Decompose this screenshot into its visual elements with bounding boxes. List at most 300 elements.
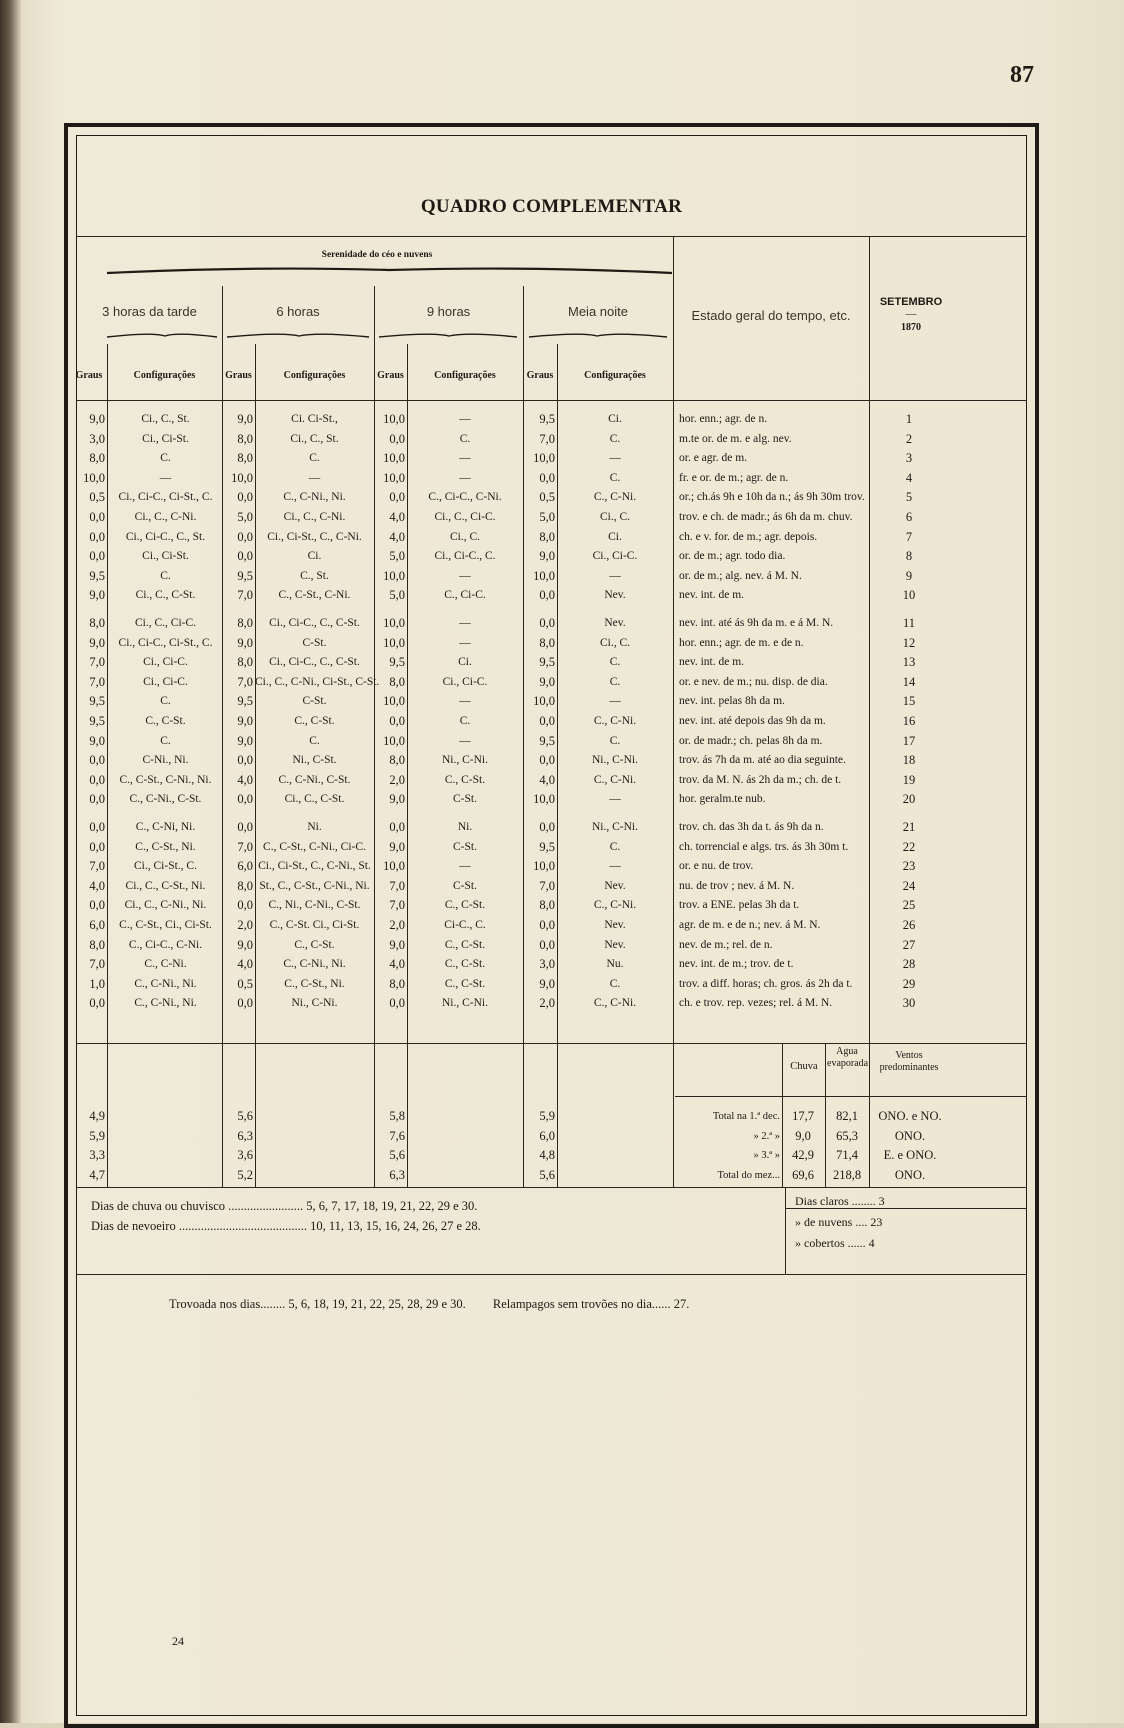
graus-midnight: 10,0 xyxy=(533,568,555,583)
config-15h: C. xyxy=(160,695,171,708)
day-number: 27 xyxy=(902,937,916,952)
summary-g4: 5,9 xyxy=(539,1109,555,1123)
graus-midnight: 4,0 xyxy=(539,772,555,787)
config-18h: C., C-Ni., Ni. xyxy=(283,491,346,504)
graus-21h: 0,0 xyxy=(389,996,405,1011)
trovoada-days: 5, 6, 18, 19, 21, 22, 25, 28, 29 e 30. xyxy=(288,1297,466,1311)
day-number: 13 xyxy=(902,655,916,670)
graus-15h: 7,0 xyxy=(89,957,105,972)
summary-ventos: ONO. e NO. xyxy=(878,1109,942,1123)
estado-geral: trov. a ENE. pelas 3h da t. xyxy=(679,899,800,912)
summary-g3: 5,8 xyxy=(389,1109,405,1123)
day-number: 4 xyxy=(905,470,913,485)
estado-geral: or. de m.; alg. nev. á M. N. xyxy=(679,569,802,582)
config-21h: C-St. xyxy=(453,793,477,806)
summary-chuva: 17,7 xyxy=(792,1109,814,1123)
config-15h: Ci., Ci-St. xyxy=(142,550,189,563)
config-15h: C., Ci-C., C-Ni. xyxy=(128,938,203,951)
day-number: 9 xyxy=(905,568,913,583)
graus-15h: 8,0 xyxy=(89,451,105,466)
graus-midnight: 2,0 xyxy=(539,996,555,1011)
day-number: 18 xyxy=(902,753,916,768)
summary-label: » 2.ª » xyxy=(753,1130,780,1142)
graus-18h: 8,0 xyxy=(237,616,253,630)
config-21h: Ci., Ci-C. xyxy=(442,675,488,688)
config-21h: — xyxy=(459,452,471,465)
config-15h: Ci., C., Ci-C. xyxy=(134,617,197,629)
estado-geral: ch. torrencial e algs. trs. ás 3h 30m t. xyxy=(679,840,849,853)
estado-geral: m.te or. de m. e alg. nev. xyxy=(679,432,792,445)
config-21h: — xyxy=(459,617,471,629)
graus-15h: 0,0 xyxy=(89,772,105,787)
graus-18h: 9,0 xyxy=(237,714,253,728)
config-15h: C., C-Ni., C-St. xyxy=(129,793,202,806)
config-18h: Ni., C-St. xyxy=(292,754,337,767)
estado-geral: agr. de m. e de n.; nev. á M. N. xyxy=(679,919,821,931)
config-midnight: — xyxy=(609,452,621,465)
graus-midnight: 8,0 xyxy=(539,635,555,650)
config-21h: — xyxy=(459,636,471,649)
graus-18h: 8,0 xyxy=(237,451,253,466)
graus-18h: 8,0 xyxy=(237,878,253,893)
config-18h: Ci., C., C-Ni. xyxy=(283,511,346,523)
bottom-signature-number: 24 xyxy=(172,1634,184,1648)
graus-15h: 0,0 xyxy=(89,753,105,768)
page-number: 87 xyxy=(1010,62,1034,88)
graus-15h: 9,0 xyxy=(89,412,105,426)
graus-21h: 10,0 xyxy=(383,694,405,709)
day-number: 10 xyxy=(902,588,916,603)
summary-agua: 71,4 xyxy=(836,1148,858,1162)
config-midnight: — xyxy=(609,695,621,708)
graus-18h: 0,0 xyxy=(237,898,253,913)
summary-label: » 3.ª » xyxy=(753,1150,780,1161)
graus-18h: 6,0 xyxy=(237,859,253,874)
estado-geral: nev. int. até ás 9h da m. e á M. N. xyxy=(679,617,834,629)
summary-header-rule xyxy=(675,1096,1026,1097)
dias-cobertos: » cobertos ...... 4 xyxy=(795,1236,875,1250)
period-label-21h: 9 horas xyxy=(426,304,471,319)
cobertos-count: 4 xyxy=(868,1236,875,1250)
dias-claros: Dias claros ........ 3 xyxy=(795,1194,885,1208)
graus-21h: 10,0 xyxy=(383,451,405,466)
claros-count: 3 xyxy=(878,1194,885,1208)
day-number: 15 xyxy=(902,694,916,709)
graus-midnight: 7,0 xyxy=(539,431,555,446)
trovoada-note: Trovoada nos dias........ 5, 6, 18, 19, 21, 22, 25, 28, 29 e 30. Relampagos sem trovões no dia...... 27. xyxy=(169,1297,690,1311)
config-15h: Ci., Ci-C., Ci-St., C. xyxy=(118,491,213,504)
ventos-header: Ventos predominantes xyxy=(879,1050,939,1073)
config-21h: Ni., C-Ni. xyxy=(442,754,488,767)
config-15h: C., C-St., Ci., Ci-St. xyxy=(119,919,212,931)
day-number: 26 xyxy=(902,918,916,932)
chuva-days-list: 5, 6, 7, 17, 18, 19, 21, 22, 29 e 30. xyxy=(306,1199,478,1213)
summary-g3: 7,6 xyxy=(389,1128,405,1143)
estado-geral: nev. int. pelas 8h da m. xyxy=(679,695,785,708)
graus-21h: 10,0 xyxy=(383,635,405,650)
config-15h: Ci., C., C-Ni. xyxy=(134,511,197,523)
config-15h: C., C-St. xyxy=(145,715,186,727)
config-18h: C. xyxy=(309,734,320,747)
graus-18h: 8,0 xyxy=(237,655,253,670)
day-number: 14 xyxy=(902,674,916,689)
graus-18h: 9,0 xyxy=(237,412,253,426)
graus-21h: 0,0 xyxy=(389,714,405,728)
nuvens-label: » de nuvens xyxy=(795,1215,853,1229)
period-braces xyxy=(77,330,673,340)
config-18h: Ci., C., C-St. xyxy=(284,793,345,806)
col-rule xyxy=(825,1043,826,1187)
graus-15h: 7,0 xyxy=(89,674,105,689)
day-number: 19 xyxy=(902,772,916,787)
summary-ventos: E. e ONO. xyxy=(883,1148,937,1162)
config-midnight: Ni., C-Ni. xyxy=(592,821,638,833)
claros-label: Dias claros xyxy=(795,1194,849,1208)
estado-geral: hor. geralm.te nub. xyxy=(679,793,766,806)
config-21h: C., C-St. xyxy=(444,899,486,912)
config-18h: C., St. xyxy=(300,569,329,582)
graus-18h: 0,5 xyxy=(237,976,253,991)
config-midnight: C., C-Ni. xyxy=(593,715,637,727)
config-18h: Ci., Ci-St., C., C-Ni. xyxy=(267,530,362,543)
graus-15h: 9,0 xyxy=(89,733,105,748)
graus-midnight: 0,0 xyxy=(539,937,555,952)
estado-geral: or. de madr.; ch. pelas 8h da m. xyxy=(679,734,823,747)
config-18h: C., C-St., C-Ni., Ci-C. xyxy=(263,840,366,853)
summary-g2: 3,6 xyxy=(237,1148,253,1162)
config-21h: C-St. xyxy=(453,840,477,853)
config-midnight: C. xyxy=(609,840,621,853)
config-midnight: C. xyxy=(609,977,621,990)
config-18h: Ci., C., St. xyxy=(290,432,339,445)
graus-midnight: 0,0 xyxy=(539,470,555,485)
config-15h: Ci., Ci-C. xyxy=(143,675,188,688)
graus-18h: 2,0 xyxy=(237,918,253,932)
estado-geral: fr. e or. de m.; agr. de n. xyxy=(679,471,789,484)
graus-21h: 2,0 xyxy=(389,918,405,932)
config-midnight: Nev. xyxy=(604,919,626,931)
config-15h: C. xyxy=(160,569,171,582)
config-18h: Ni., C-Ni. xyxy=(291,997,338,1010)
month-header: SETEMBRO xyxy=(879,296,943,308)
graus-midnight: 10,0 xyxy=(533,694,555,709)
config-15h: C., C-St., Ni. xyxy=(135,840,196,853)
graus-midnight: 5,0 xyxy=(539,510,555,524)
summary-ventos: ONO. xyxy=(894,1167,926,1182)
table-inner-border xyxy=(76,135,1027,1716)
graus-18h: 0,0 xyxy=(237,753,253,768)
config-midnight: Nev. xyxy=(604,938,626,951)
summary-g1: 3,3 xyxy=(89,1148,105,1162)
day-number: 17 xyxy=(902,733,916,748)
config-21h: C. xyxy=(459,432,471,445)
graus-18h: 4,0 xyxy=(237,957,253,972)
graus-midnight: 7,0 xyxy=(539,878,555,893)
graus-21h: 4,0 xyxy=(389,529,405,544)
graus-21h: 10,0 xyxy=(383,733,405,748)
config-21h: — xyxy=(459,860,471,873)
config-midnight: Ni., C-Ni. xyxy=(592,754,638,767)
graus-15h: 9,5 xyxy=(89,694,105,709)
config-midnight: C. xyxy=(609,675,621,688)
graus-21h: 0,0 xyxy=(389,431,405,446)
config-midnight: — xyxy=(609,793,621,806)
day-number: 11 xyxy=(902,616,916,630)
summary-chuva: 69,6 xyxy=(792,1167,814,1182)
month-dash: — xyxy=(905,308,917,320)
graus-15h: 3,0 xyxy=(89,431,105,446)
relampagos-day: 27. xyxy=(673,1297,690,1311)
graus-18h: 9,5 xyxy=(237,568,253,583)
day-number: 20 xyxy=(902,792,916,807)
summary-g2: 5,6 xyxy=(237,1109,253,1123)
estado-header: Estado geral do tempo, etc. xyxy=(691,308,851,323)
config-midnight: C., C-Ni. xyxy=(593,773,637,786)
config-18h: C., C-St. Ci., Ci-St. xyxy=(269,919,360,931)
estado-geral: hor. enn.; agr. de m. e de n. xyxy=(679,636,804,649)
graus-21h: 8,0 xyxy=(389,753,405,768)
graus-midnight: 9,5 xyxy=(539,839,555,854)
agua-header: Agua evaporada xyxy=(827,1046,869,1069)
config-21h: Ni., C-Ni. xyxy=(442,997,488,1010)
estado-geral: trov. ás 7h da m. até ao dia seguinte. xyxy=(679,754,846,767)
config-21h: C. xyxy=(459,715,471,727)
table-frame xyxy=(64,123,1039,1728)
estado-geral: trov. da M. N. ás 2h da m.; ch. de t. xyxy=(679,773,842,786)
day-number: 30 xyxy=(902,996,916,1011)
header-top-rule xyxy=(77,236,1026,237)
graus-15h: 0,0 xyxy=(89,839,105,854)
config-15h: Ci., C., C-Ni., Ni. xyxy=(124,899,207,912)
graus-18h: 9,0 xyxy=(237,937,253,952)
estado-geral: nev. de m.; rel. de n. xyxy=(679,938,773,951)
period-label-18h: 6 horas xyxy=(276,304,320,319)
graus-18h: 0,0 xyxy=(237,996,253,1011)
config-header: Configurações xyxy=(283,370,346,381)
graus-header: Graus xyxy=(75,370,103,381)
day-number: 24 xyxy=(902,878,916,893)
nevoeiro-days-list: 10, 11, 13, 15, 16, 24, 26, 27 e 28. xyxy=(310,1219,481,1233)
graus-15h: 9,5 xyxy=(89,714,105,728)
estado-geral: ch. e trov. rep. vezes; rel. á M. N. xyxy=(679,997,833,1010)
graus-21h: 10,0 xyxy=(383,568,405,583)
config-midnight: Ci. xyxy=(608,530,622,543)
graus-midnight: 9,5 xyxy=(539,412,555,426)
graus-midnight: 0,0 xyxy=(539,820,555,834)
graus-midnight: 0,0 xyxy=(539,588,555,603)
config-15h: C., C-St., C-Ni., Ni. xyxy=(119,773,212,786)
graus-midnight: 9,0 xyxy=(539,976,555,991)
day-number: 2 xyxy=(905,431,913,446)
graus-15h: 9,5 xyxy=(89,568,105,583)
year-header: 1870 xyxy=(901,322,921,333)
graus-midnight: 9,5 xyxy=(539,733,555,748)
estado-geral: hor. enn.; agr. de n. xyxy=(679,413,768,425)
graus-21h: 10,0 xyxy=(383,412,405,426)
graus-midnight: 3,0 xyxy=(539,957,555,972)
summary-chuva: 9,0 xyxy=(795,1128,811,1143)
graus-15h: 0,0 xyxy=(89,529,105,544)
graus-header: Graus xyxy=(225,370,252,381)
summary-g2: 6,3 xyxy=(237,1128,253,1143)
graus-midnight: 9,0 xyxy=(539,549,555,564)
estado-geral: nev. int. de m.; trov. de t. xyxy=(679,958,794,971)
graus-18h: 7,0 xyxy=(237,839,253,854)
config-18h: Ci. Ci-St., xyxy=(291,413,338,425)
config-midnight: C., C-Ni. xyxy=(593,491,637,504)
summary-g4: 6,0 xyxy=(539,1128,555,1143)
config-21h: — xyxy=(459,471,471,484)
config-15h: C. xyxy=(160,452,171,465)
graus-21h: 8,0 xyxy=(389,674,405,689)
graus-21h: 5,0 xyxy=(389,549,405,564)
config-18h: Ci., C., C-Ni., Ci-St., C-St. xyxy=(255,675,380,688)
config-21h: Ci., C. xyxy=(449,530,481,543)
graus-21h: 0,0 xyxy=(389,820,405,834)
config-21h: Ci-C., C. xyxy=(444,919,486,931)
day-number: 28 xyxy=(902,957,916,972)
graus-21h: 2,0 xyxy=(389,772,405,787)
config-15h: Ci., C., C-St. xyxy=(135,589,196,602)
graus-21h: 10,0 xyxy=(383,616,405,630)
graus-15h: 10,0 xyxy=(83,470,105,485)
summary-g4: 4,8 xyxy=(539,1148,555,1162)
header-bottom-rule xyxy=(77,400,1026,401)
graus-18h: 4,0 xyxy=(237,772,253,787)
config-midnight: Nev. xyxy=(604,617,626,629)
chuva-header: Chuva xyxy=(790,1061,818,1072)
graus-15h: 0,0 xyxy=(89,549,105,564)
graus-21h: 10,0 xyxy=(383,470,405,485)
config-21h: — xyxy=(459,734,471,747)
config-midnight: Nu. xyxy=(606,958,624,971)
graus-15h: 8,0 xyxy=(89,937,105,952)
config-midnight: Ci. xyxy=(608,413,622,425)
body-bottom-rule xyxy=(77,1043,1026,1044)
graus-15h: 0,0 xyxy=(89,510,105,524)
nuvens-count: 23 xyxy=(870,1215,883,1229)
config-18h: Ci., Ci-St., C., C-Ni., St. xyxy=(258,860,371,873)
period-label-midnight: Meia noite xyxy=(568,304,628,319)
graus-21h: 7,0 xyxy=(389,878,405,893)
config-midnight: Nev. xyxy=(604,879,626,892)
header-group-label: Serenidade do céo e nuvens xyxy=(321,250,433,260)
config-21h: — xyxy=(459,695,471,708)
col-rule xyxy=(869,236,870,1187)
day-number: 12 xyxy=(902,635,916,650)
day-number: 29 xyxy=(902,976,916,991)
relampagos-label: Relampagos sem trovões no dia xyxy=(492,1297,652,1311)
summary-g3: 6,3 xyxy=(389,1167,405,1182)
graus-15h: 0,0 xyxy=(89,792,105,807)
graus-15h: 7,0 xyxy=(89,655,105,670)
config-18h: C., Ni., C-Ni., C-St. xyxy=(268,899,361,912)
config-21h: Ci., C., Ci-C. xyxy=(434,511,496,523)
graus-15h: 4,0 xyxy=(89,878,105,893)
graus-15h: 7,0 xyxy=(89,859,105,874)
day-number: 1 xyxy=(905,412,913,426)
graus-21h: 9,0 xyxy=(389,937,405,952)
config-18h: C-St. xyxy=(302,636,327,649)
config-midnight: C. xyxy=(609,656,621,669)
graus-midnight: 8,0 xyxy=(539,529,555,544)
graus-15h: 0,5 xyxy=(89,490,105,505)
graus-18h: 10,0 xyxy=(231,470,253,485)
graus-15h: 9,0 xyxy=(89,588,105,603)
day-number: 7 xyxy=(905,529,913,544)
summary-agua: 82,1 xyxy=(836,1109,858,1123)
config-18h: — xyxy=(308,471,321,484)
config-18h: Ni. xyxy=(307,821,322,833)
config-18h: C. xyxy=(309,452,320,465)
config-18h: St., C., C-St., C-Ni., Ni. xyxy=(259,879,370,892)
config-15h: C. xyxy=(160,734,171,747)
graus-18h: 7,0 xyxy=(237,674,253,689)
estado-geral: nev. int. de m. xyxy=(679,589,745,602)
day-number: 3 xyxy=(905,451,913,466)
day-number: 8 xyxy=(905,549,913,564)
summary-g3: 5,6 xyxy=(389,1148,405,1162)
estado-geral: trov. a diff. horas; ch. gros. ás 2h da t. xyxy=(679,977,853,990)
config-15h: Ci., Ci-St. xyxy=(142,432,189,445)
graus-15h: 9,0 xyxy=(89,635,105,650)
graus-header: Graus xyxy=(526,370,554,381)
estado-geral: or. de m.; agr. todo dia. xyxy=(679,550,786,563)
config-midnight: Ci., C. xyxy=(599,636,631,649)
config-21h: C., C-St. xyxy=(444,938,486,951)
graus-midnight: 0,0 xyxy=(539,714,555,728)
trovoada-label: Trovoada nos dias xyxy=(169,1297,261,1311)
col-rule xyxy=(107,344,108,1187)
config-18h: C., C-Ni., Ni. xyxy=(283,958,346,971)
config-21h: C., Ci-C. xyxy=(444,589,486,602)
config-header: Configurações xyxy=(434,370,496,381)
estado-geral: nev. int. até depois das 9h da m. xyxy=(679,715,826,727)
config-midnight: Ci., Ci-C. xyxy=(592,550,638,563)
config-midnight: — xyxy=(609,860,621,873)
graus-18h: 5,0 xyxy=(237,510,253,524)
graus-18h: 0,0 xyxy=(237,490,253,505)
graus-midnight: 0,5 xyxy=(539,490,555,505)
summary-g1: 5,9 xyxy=(89,1128,105,1143)
summary-agua: 218,8 xyxy=(832,1167,862,1182)
graus-21h: 0,0 xyxy=(389,490,405,505)
graus-midnight: 10,0 xyxy=(533,451,555,466)
graus-15h: 0,0 xyxy=(89,820,105,834)
config-21h: — xyxy=(459,569,471,582)
dias-nuvens: » de nuvens .... 23 xyxy=(795,1215,883,1229)
config-15h: C., C-Ni, Ni. xyxy=(135,821,196,833)
summary-agua: 65,3 xyxy=(836,1128,858,1143)
config-18h: C., C-St. xyxy=(294,715,335,727)
summary-g1: 4,9 xyxy=(89,1109,105,1123)
graus-18h: 0,0 xyxy=(237,549,253,564)
day-number: 21 xyxy=(902,820,916,834)
config-21h: C., C-St. xyxy=(444,773,486,786)
graus-18h: 0,0 xyxy=(237,529,253,544)
config-18h: Ci., Ci-C., C., C-St. xyxy=(269,656,360,669)
config-15h: C., C-Ni., Ni. xyxy=(134,977,197,990)
estado-geral: or. e nev. de m.; nu. disp. de dia. xyxy=(679,675,828,688)
summary-label: Total do mez... xyxy=(717,1169,780,1181)
config-midnight: Ci., C. xyxy=(599,511,631,523)
day-number: 5 xyxy=(905,490,913,505)
notes-bottom-rule xyxy=(77,1274,1026,1275)
day-number: 23 xyxy=(902,859,916,874)
summary-ventos: ONO. xyxy=(894,1128,926,1143)
graus-18h: 8,0 xyxy=(237,431,253,446)
graus-21h: 4,0 xyxy=(389,510,405,524)
